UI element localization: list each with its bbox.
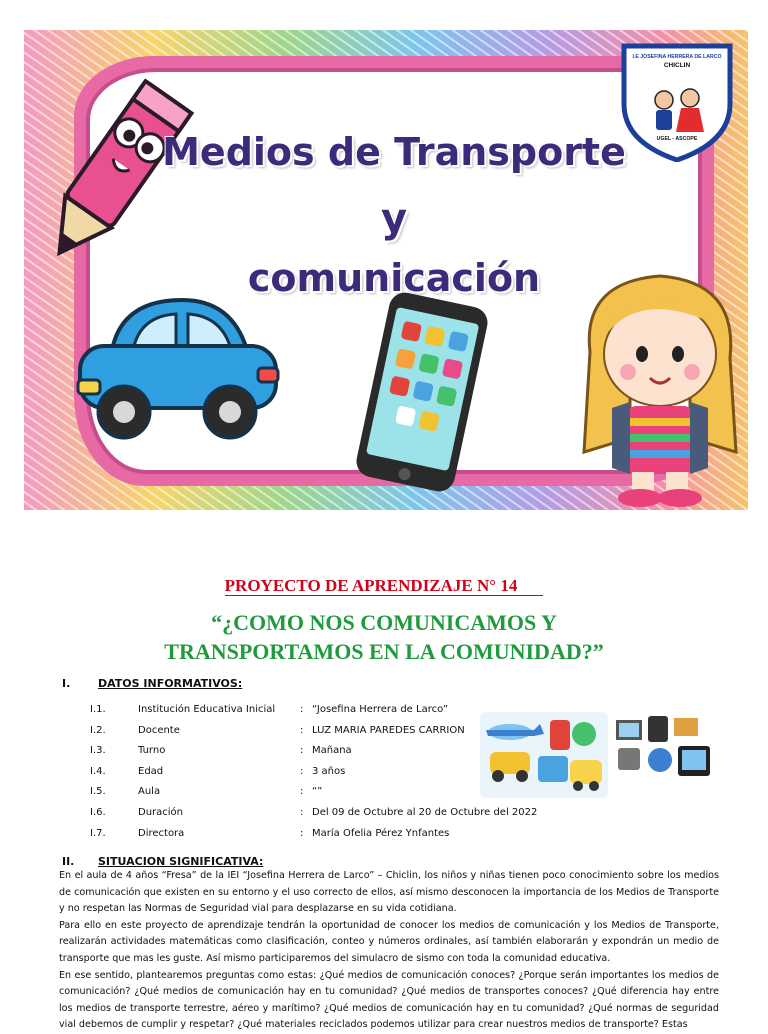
paragraph: En el aula de 4 años “Fresa” de la IEI “Josefina Herrera de Larco” – Chiclin, los niños y niñas tienen poco conocimiento sobre los medios de comunicación que existen en su entorno y el uso correcto de ellos, así mismo desconocen la importancia de los Medios de Transporte y no respetan las Normas de Seguridad vial para desplazarse en su vida cotidiana. (59, 870, 719, 915)
badge-line3: UGEL - ASCOPE (656, 136, 698, 142)
cover-title-line3: comunicación (247, 256, 541, 300)
project-title: PROYECTO DE APRENDIZAJE N° 14 (0, 576, 768, 596)
cover-banner (24, 30, 748, 510)
pencil-character-icon (24, 70, 204, 280)
smartphone-icon (342, 292, 502, 492)
section-heading-situacion: II. SITUACION SIGNIFICATIVA: (62, 855, 264, 868)
paragraph: Para ello en este proyecto de aprendizaje tendrán la oportunidad de conocer los medios de comunicación y los Medios de Transporte, realizarán actividades matemáticas como clasificación, conteo y números ordinales, así también elaborarán y expondrán un medio de transporte que mas les guste. Así mismo participaremos del simulacro de sismo con toda la comunidad educativa. (59, 919, 719, 964)
cover-title-line1: Medios de Transporte (162, 130, 626, 174)
girl-character-icon (572, 262, 748, 510)
badge-line2: CHICLIN (663, 62, 691, 69)
data-row: I.3. Turno : Mañana (90, 745, 352, 757)
badge-line1: I.E JOSEFINA HERRERA DE LARCO (632, 54, 722, 60)
datos-informativos-list (90, 700, 538, 844)
data-row: I.5. Aula : “” (90, 786, 323, 798)
data-row: I.4. Edad : 3 años (90, 765, 346, 777)
car-icon (72, 280, 282, 460)
question-line1: “¿COMO NOS COMUNICAMOS Y (211, 610, 557, 635)
transport-collage-image (480, 712, 608, 798)
paragraph: En ese sentido, plantearemos preguntas como estas: ¿Qué medios de comunicación conoces? ¿Porque serán importantes los medios de comunicación? ¿Qué medios de comunicación hay en tu comunidad? ¿Qué medios de transportes conoces? ¿Qué diferencia hay entre los medios de transporte terrestre, aéreo y marítimo? ¿Qué medios de comunicación hay en tu comunidad? ¿Qué normas de seguridad vial debemos de cumplir y respetar? ¿Qué materiales reciclados podemos utilizar para crear nuestros medios de transporte? Estas (59, 969, 719, 1031)
data-row: I.1. Institución Educativa Inicial : “Josefina Herrera de Larco” (90, 704, 449, 715)
question-line2: TRANSPORTAMOS EN LA COMUNIDAD?” (164, 639, 604, 664)
cover-title-line2: y (380, 196, 408, 242)
project-question (0, 608, 768, 666)
data-row: I.6. Duración : Del 09 de Octubre al 20 de Octubre del 2022 (90, 806, 538, 818)
data-row: I.2. Docente : LUZ MARIA PAREDES CARRION (90, 724, 465, 736)
section-heading-datos: I. DATOS INFORMATIVOS: (62, 677, 243, 690)
communication-collage-image (612, 712, 716, 786)
data-row: I.7. Directora : María Ofelia Pérez Ynfantes (90, 827, 450, 839)
situacion-significativa-text (59, 868, 719, 1034)
